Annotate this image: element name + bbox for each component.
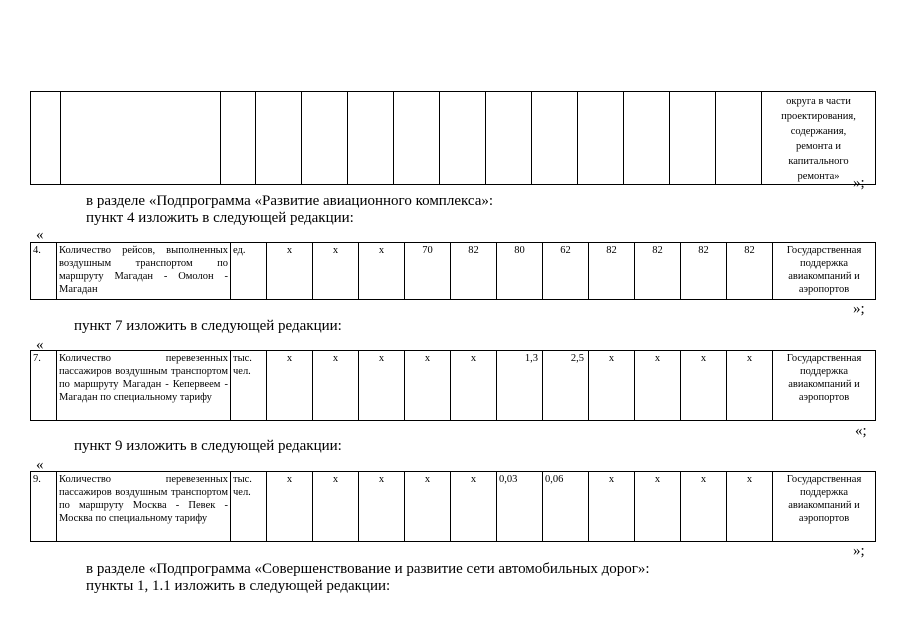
value-cell: 2,5: [543, 351, 589, 421]
responsible-line: аэропортов: [798, 392, 850, 403]
value-cell: х: [313, 243, 359, 300]
indicator-name: Количество рейсов, выполненных воздушным транспортом по маршруту Магадан - Омолон - Магадан: [57, 243, 231, 300]
instruction-point-9: пункт 9 изложить в следующей редакции:: [74, 438, 342, 454]
responsible-line: аэропортов: [798, 513, 850, 524]
value-cell: х: [405, 472, 451, 542]
value-cell: х: [451, 351, 497, 421]
value-cell: х: [681, 472, 727, 542]
responsible-line: авиакомпаний и: [788, 500, 860, 511]
top-cell: [348, 92, 394, 185]
row-number: 7.: [31, 351, 57, 421]
top-last-line: округа в части: [786, 96, 851, 107]
top-cell: [532, 92, 578, 185]
unit-cell: [231, 351, 267, 421]
top-last-line: ремонта и: [795, 141, 842, 152]
responsible-cell: [773, 351, 876, 421]
responsible-line: поддержка: [799, 258, 849, 269]
indicator-name: Количество перевезенных пассажиров воздушным транспортом по маршруту Москва - Певек - Москва по специальному тарифу: [57, 472, 231, 542]
top-cell: [716, 92, 762, 185]
value-cell: 62: [543, 243, 589, 300]
top-last-line: капитального: [788, 156, 849, 167]
value-cell: 70: [405, 243, 451, 300]
row-number: 9.: [31, 472, 57, 542]
responsible-line: авиакомпаний и: [788, 379, 860, 390]
unit-cell: ед.: [231, 243, 267, 300]
value-cell: 82: [635, 243, 681, 300]
top-cell: [578, 92, 624, 185]
top-last-line: ремонта»: [797, 171, 840, 182]
value-cell: х: [727, 351, 773, 421]
value-cell: 1,3: [497, 351, 543, 421]
top-cell: [440, 92, 486, 185]
value-cell: 0,03: [497, 472, 543, 542]
closing-quote: «;: [855, 423, 867, 439]
indicator-name: Количество перевезенных пассажиров воздушным транспортом по маршруту Магадан - Кепервеем - Магадан по специальному тарифу: [57, 351, 231, 421]
section-heading-aviation: в разделе «Подпрограмма «Развитие авиационного комплекса»:: [86, 193, 494, 209]
value-cell: х: [681, 351, 727, 421]
top-last-line: содержания,: [790, 126, 847, 137]
responsible-line: Государственная: [786, 474, 862, 485]
value-cell: 0,06: [543, 472, 589, 542]
value-cell: 82: [589, 243, 635, 300]
instruction-point-4: пункт 4 изложить в следующей редакции:: [86, 210, 354, 226]
row-number: 4.: [31, 243, 57, 300]
value-cell: х: [589, 351, 635, 421]
top-table: [30, 91, 876, 185]
responsible-line: поддержка: [799, 366, 849, 377]
value-cell: х: [405, 351, 451, 421]
table-row-4: [30, 242, 876, 300]
top-cell: [624, 92, 670, 185]
instruction-points-1-1-1: пункты 1, 1.1 изложить в следующей редакции:: [86, 578, 391, 594]
value-cell: х: [727, 472, 773, 542]
unit-line: тыс.: [233, 353, 252, 364]
value-cell: х: [359, 472, 405, 542]
value-cell: х: [267, 351, 313, 421]
responsible-line: поддержка: [799, 487, 849, 498]
top-cell: [394, 92, 440, 185]
responsible-line: Государственная: [786, 353, 862, 364]
opening-quote: «: [36, 227, 44, 243]
unit-line: тыс.: [233, 474, 252, 485]
top-cell: [486, 92, 532, 185]
opening-quote: «: [36, 337, 44, 353]
value-cell: 82: [451, 243, 497, 300]
table-row-7: [30, 350, 876, 421]
value-cell: 82: [681, 243, 727, 300]
responsible-line: аэропортов: [798, 284, 850, 295]
instruction-point-7: пункт 7 изложить в следующей редакции:: [74, 318, 342, 334]
value-cell: х: [267, 472, 313, 542]
section-heading-roads: в разделе «Подпрограмма «Совершенствование и развитие сети автомобильных дорог»:: [86, 561, 650, 577]
table-row-9: [30, 471, 876, 542]
closing-quote: »;: [853, 543, 865, 559]
closing-quote: »;: [853, 301, 865, 317]
value-cell: х: [451, 472, 497, 542]
top-cell: [61, 92, 221, 185]
unit-line: чел.: [233, 366, 251, 377]
value-cell: 80: [497, 243, 543, 300]
value-cell: х: [359, 351, 405, 421]
value-cell: х: [589, 472, 635, 542]
value-cell: х: [359, 243, 405, 300]
top-cell: [670, 92, 716, 185]
value-cell: х: [313, 472, 359, 542]
opening-quote: «: [36, 457, 44, 473]
unit-cell: [231, 472, 267, 542]
top-cell: [31, 92, 61, 185]
closing-quote: »;: [853, 175, 865, 191]
responsible-cell: [773, 243, 876, 300]
value-cell: х: [635, 351, 681, 421]
responsible-line: Государственная: [786, 245, 862, 256]
top-last-cell: [762, 92, 876, 185]
unit-line: чел.: [233, 487, 251, 498]
value-cell: х: [313, 351, 359, 421]
responsible-cell: [773, 472, 876, 542]
top-last-line: проектирования,: [781, 111, 856, 122]
top-cell: [256, 92, 302, 185]
top-cell: [221, 92, 256, 185]
responsible-line: авиакомпаний и: [788, 271, 860, 282]
value-cell: 82: [727, 243, 773, 300]
value-cell: х: [267, 243, 313, 300]
value-cell: х: [635, 472, 681, 542]
top-cell: [302, 92, 348, 185]
